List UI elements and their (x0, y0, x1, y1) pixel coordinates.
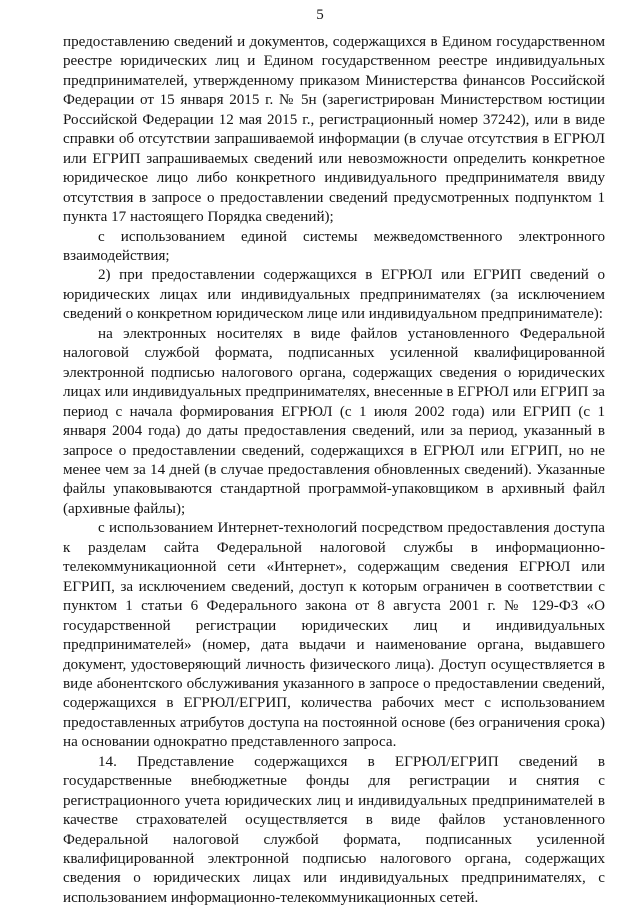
page-number: 5 (316, 7, 324, 23)
document-body (63, 33, 605, 908)
paragraph-item-2: 2) при предоставлении содержащихся в ЕГРЮЛ или ЕГРИП сведений о юридических лицах или индивидуальных предпринимателях (за исключением сведений о конкретном юридическом лице или индивидуальном предпринимателе): (63, 267, 605, 323)
paragraph-interagency: с использованием единой системы межведомственного электронного взаимодействия; (63, 228, 605, 264)
paragraph-internet-access: с использованием Интернет-технологий посредством предоставления доступа к разделам сайта Федеральной налоговой службы в информационно-телекоммуникационной сети «Интернет», содержащим сведения ЕГРЮЛ или ЕГРИП, за исключением сведений, доступ к которым ограничен в соответствии с пунктом 1 статьи 6 Федерального закона от 8 августа 2001 г. № 129-ФЗ «О государственной регистрации юридических лиц и индивидуальных предпринимателей» (номер, дата выдачи и наименование органа, выдавшего документ, удостоверяющий личность физического лица). Доступ осуществляется в виде абонентского обслуживания указанного в запросе о предоставлении сведений, содержащихся в ЕГРЮЛ/ЕГРИП, количества рабочих мест с использованием предоставленных атрибутов доступа на постоянной основе (без ограничения срока) на основании однократно представленного запроса. (63, 520, 605, 751)
paragraph-continuation: предоставлению сведений и документов, содержащихся в Едином государственном реестре юридических лиц и Едином государственном реестре индивидуальных предпринимателей, утвержденному приказом Министерства финансов Российской Федерации от 15 января 2015 г. № 5н (зарегистрирован Министерством юстиции Российской Федерации 12 мая 2015 г., регистрационный номер 37242), или в виде справки об отсутствии запрашиваемой информации (в случае отсутствия в ЕГРЮЛ или ЕГРИП запрашиваемых сведений или невозможности определить конкретное юридическое лицо либо конкретного индивидуального предпринимателя ввиду отсутствия в запросе о предоставлении сведений предусмотренных подпунктом 1 пункта 17 настоящего Порядка сведений); (63, 34, 605, 226)
paragraph-electronic-media: на электронных носителях в виде файлов установленного Федеральной налоговой службой формата, подписанных усиленной квалифицированной электронной подписью налогового органа, содержащих сведения о юридических лицах или индивидуальных предпринимателях, внесенные в ЕГРЮЛ или ЕГРИП за период с начала формирования ЕГРЮЛ (с 1 июля 2002 года) или ЕГРИП (с 1 января 2004 года) до даты предоставления сведений, или за период, указанный в запросе о предоставлении сведений, содержащихся в ЕГРЮЛ или ЕГРИП, но не менее чем за 14 дней (в случае предоставления обновленных сведений). Указанные файлы упаковываются стандартной программой-упаковщиком в архивный файл (архивные файлы); (63, 325, 605, 517)
paragraph-item-14: 14. Представление содержащихся в ЕГРЮЛ/ЕГРИП сведений в государственные внебюджетные фонды для регистрации и снятия с регистрационного учета юридических лиц и индивидуальных предпринимателей в качестве страхователей осуществляется в виде файлов установленного Федеральной налоговой службой формата, подписанных усиленной квалифицированной электронной подписью налогового органа, содержащих сведения о юридических лицах или индивидуальных предпринимателях, с использованием информационно-телекоммуникационных сетей. (63, 753, 605, 906)
